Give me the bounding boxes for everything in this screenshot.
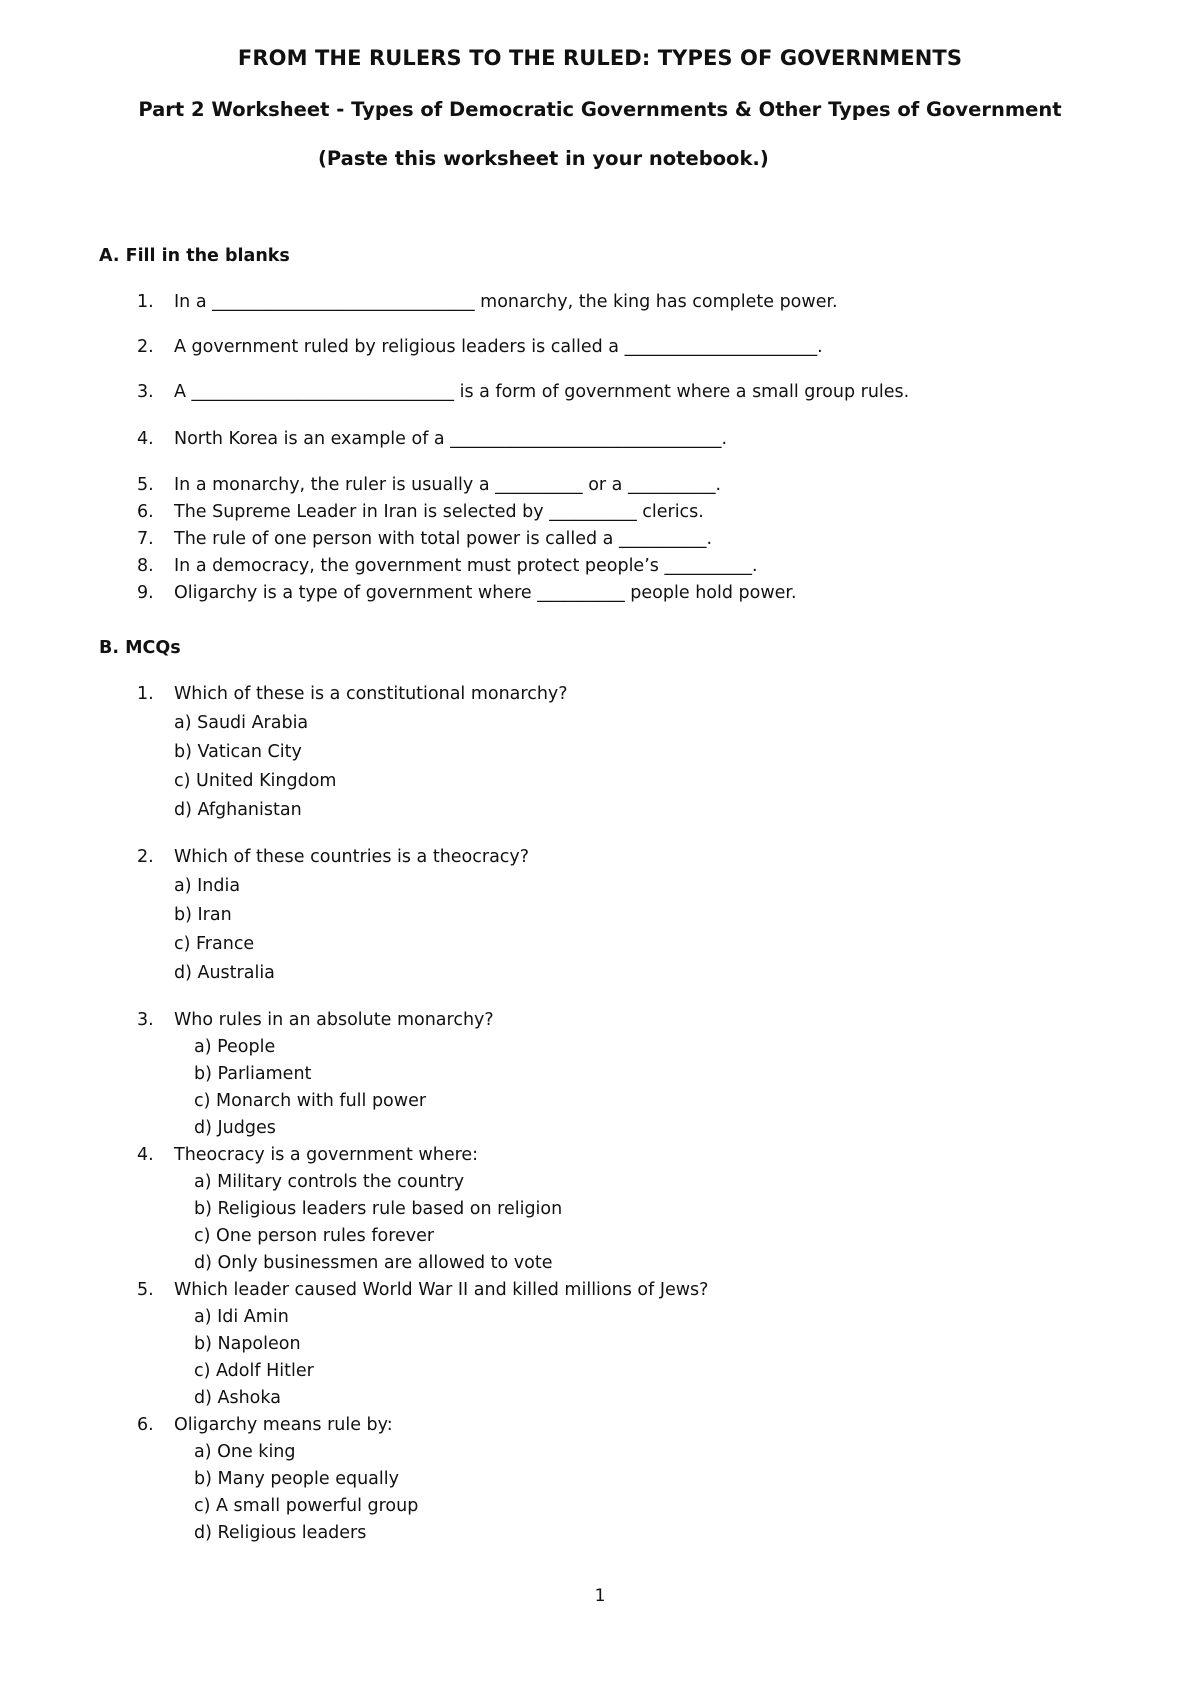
item-text: A government ruled by religious leaders is called a ______________________. — [174, 337, 823, 357]
item-number: 7. — [137, 529, 154, 549]
mcq-option: c) France — [174, 934, 255, 954]
item-number: 8. — [137, 556, 154, 576]
mcq-option: a) People — [194, 1037, 276, 1057]
mcq-option: b) Vatican City — [174, 742, 302, 762]
mcq-option: a) Military controls the country — [194, 1172, 465, 1192]
mcq-option: a) India — [174, 876, 241, 896]
mcq-option: b) Parliament — [194, 1064, 312, 1084]
section-a-heading: A. Fill in the blanks — [99, 246, 290, 266]
item-text: The Supreme Leader in Iran is selected by __________ clerics. — [174, 502, 704, 522]
mcq-option: d) Judges — [194, 1118, 276, 1138]
mcq-option: d) Ashoka — [194, 1388, 281, 1408]
item-number: 6. — [137, 502, 154, 522]
mcq-option: a) Saudi Arabia — [174, 713, 309, 733]
question-text: Theocracy is a government where: — [174, 1145, 479, 1165]
item-text: North Korea is an example of a _______________________________. — [174, 429, 728, 449]
item-text: Oligarchy is a type of government where __________ people hold power. — [174, 583, 797, 603]
item-number: 3. — [137, 382, 154, 402]
question-number: 6. — [137, 1415, 154, 1435]
question-number: 1. — [137, 684, 154, 704]
mcq-option: b) Iran — [174, 905, 232, 925]
item-text: A ______________________________ is a form of government where a small group rules. — [174, 382, 910, 402]
mcq-option: d) Religious leaders — [194, 1523, 367, 1543]
mcq-option: c) United Kingdom — [174, 771, 337, 791]
mcq-option: a) One king — [194, 1442, 296, 1462]
question-number: 2. — [137, 847, 154, 867]
mcq-option: c) One person rules forever — [194, 1226, 435, 1246]
question-number: 5. — [137, 1280, 154, 1300]
item-number: 1. — [137, 292, 154, 312]
item-text: The rule of one person with total power is called a __________. — [174, 529, 713, 549]
question-text: Which leader caused World War II and killed millions of Jews? — [174, 1280, 709, 1300]
item-number: 9. — [137, 583, 154, 603]
page-number: 1 — [594, 1586, 606, 1606]
worksheet-title: FROM THE RULERS TO THE RULED: TYPES OF GOVERNMENTS — [237, 46, 963, 70]
question-number: 4. — [137, 1145, 154, 1165]
item-number: 2. — [137, 337, 154, 357]
mcq-option: a) Idi Amin — [194, 1307, 289, 1327]
item-text: In a ______________________________ monarchy, the king has complete power. — [174, 292, 838, 312]
question-number: 3. — [137, 1010, 154, 1030]
item-text: In a democracy, the government must protect people’s __________. — [174, 556, 758, 576]
mcq-option: d) Australia — [174, 963, 275, 983]
worksheet-subtitle: Part 2 Worksheet - Types of Democratic Governments & Other Types of Government — [138, 98, 1062, 121]
question-text: Oligarchy means rule by: — [174, 1415, 393, 1435]
item-number: 4. — [137, 429, 154, 449]
mcq-option: b) Religious leaders rule based on religion — [194, 1199, 563, 1219]
section-b-heading: B. MCQs — [99, 638, 181, 658]
mcq-option: c) A small powerful group — [194, 1496, 419, 1516]
mcq-option: c) Adolf Hitler — [194, 1361, 314, 1381]
question-text: Which of these is a constitutional monarchy? — [174, 684, 568, 704]
worksheet-instruction: (Paste this worksheet in your notebook.) — [318, 147, 769, 170]
mcq-option: d) Only businessmen are allowed to vote — [194, 1253, 553, 1273]
item-text: In a monarchy, the ruler is usually a __________ or a __________. — [174, 475, 722, 495]
item-number: 5. — [137, 475, 154, 495]
mcq-option: d) Afghanistan — [174, 800, 302, 820]
question-text: Who rules in an absolute monarchy? — [174, 1010, 494, 1030]
mcq-option: b) Napoleon — [194, 1334, 301, 1354]
mcq-option: b) Many people equally — [194, 1469, 399, 1489]
mcq-option: c) Monarch with full power — [194, 1091, 427, 1111]
question-text: Which of these countries is a theocracy? — [174, 847, 530, 867]
